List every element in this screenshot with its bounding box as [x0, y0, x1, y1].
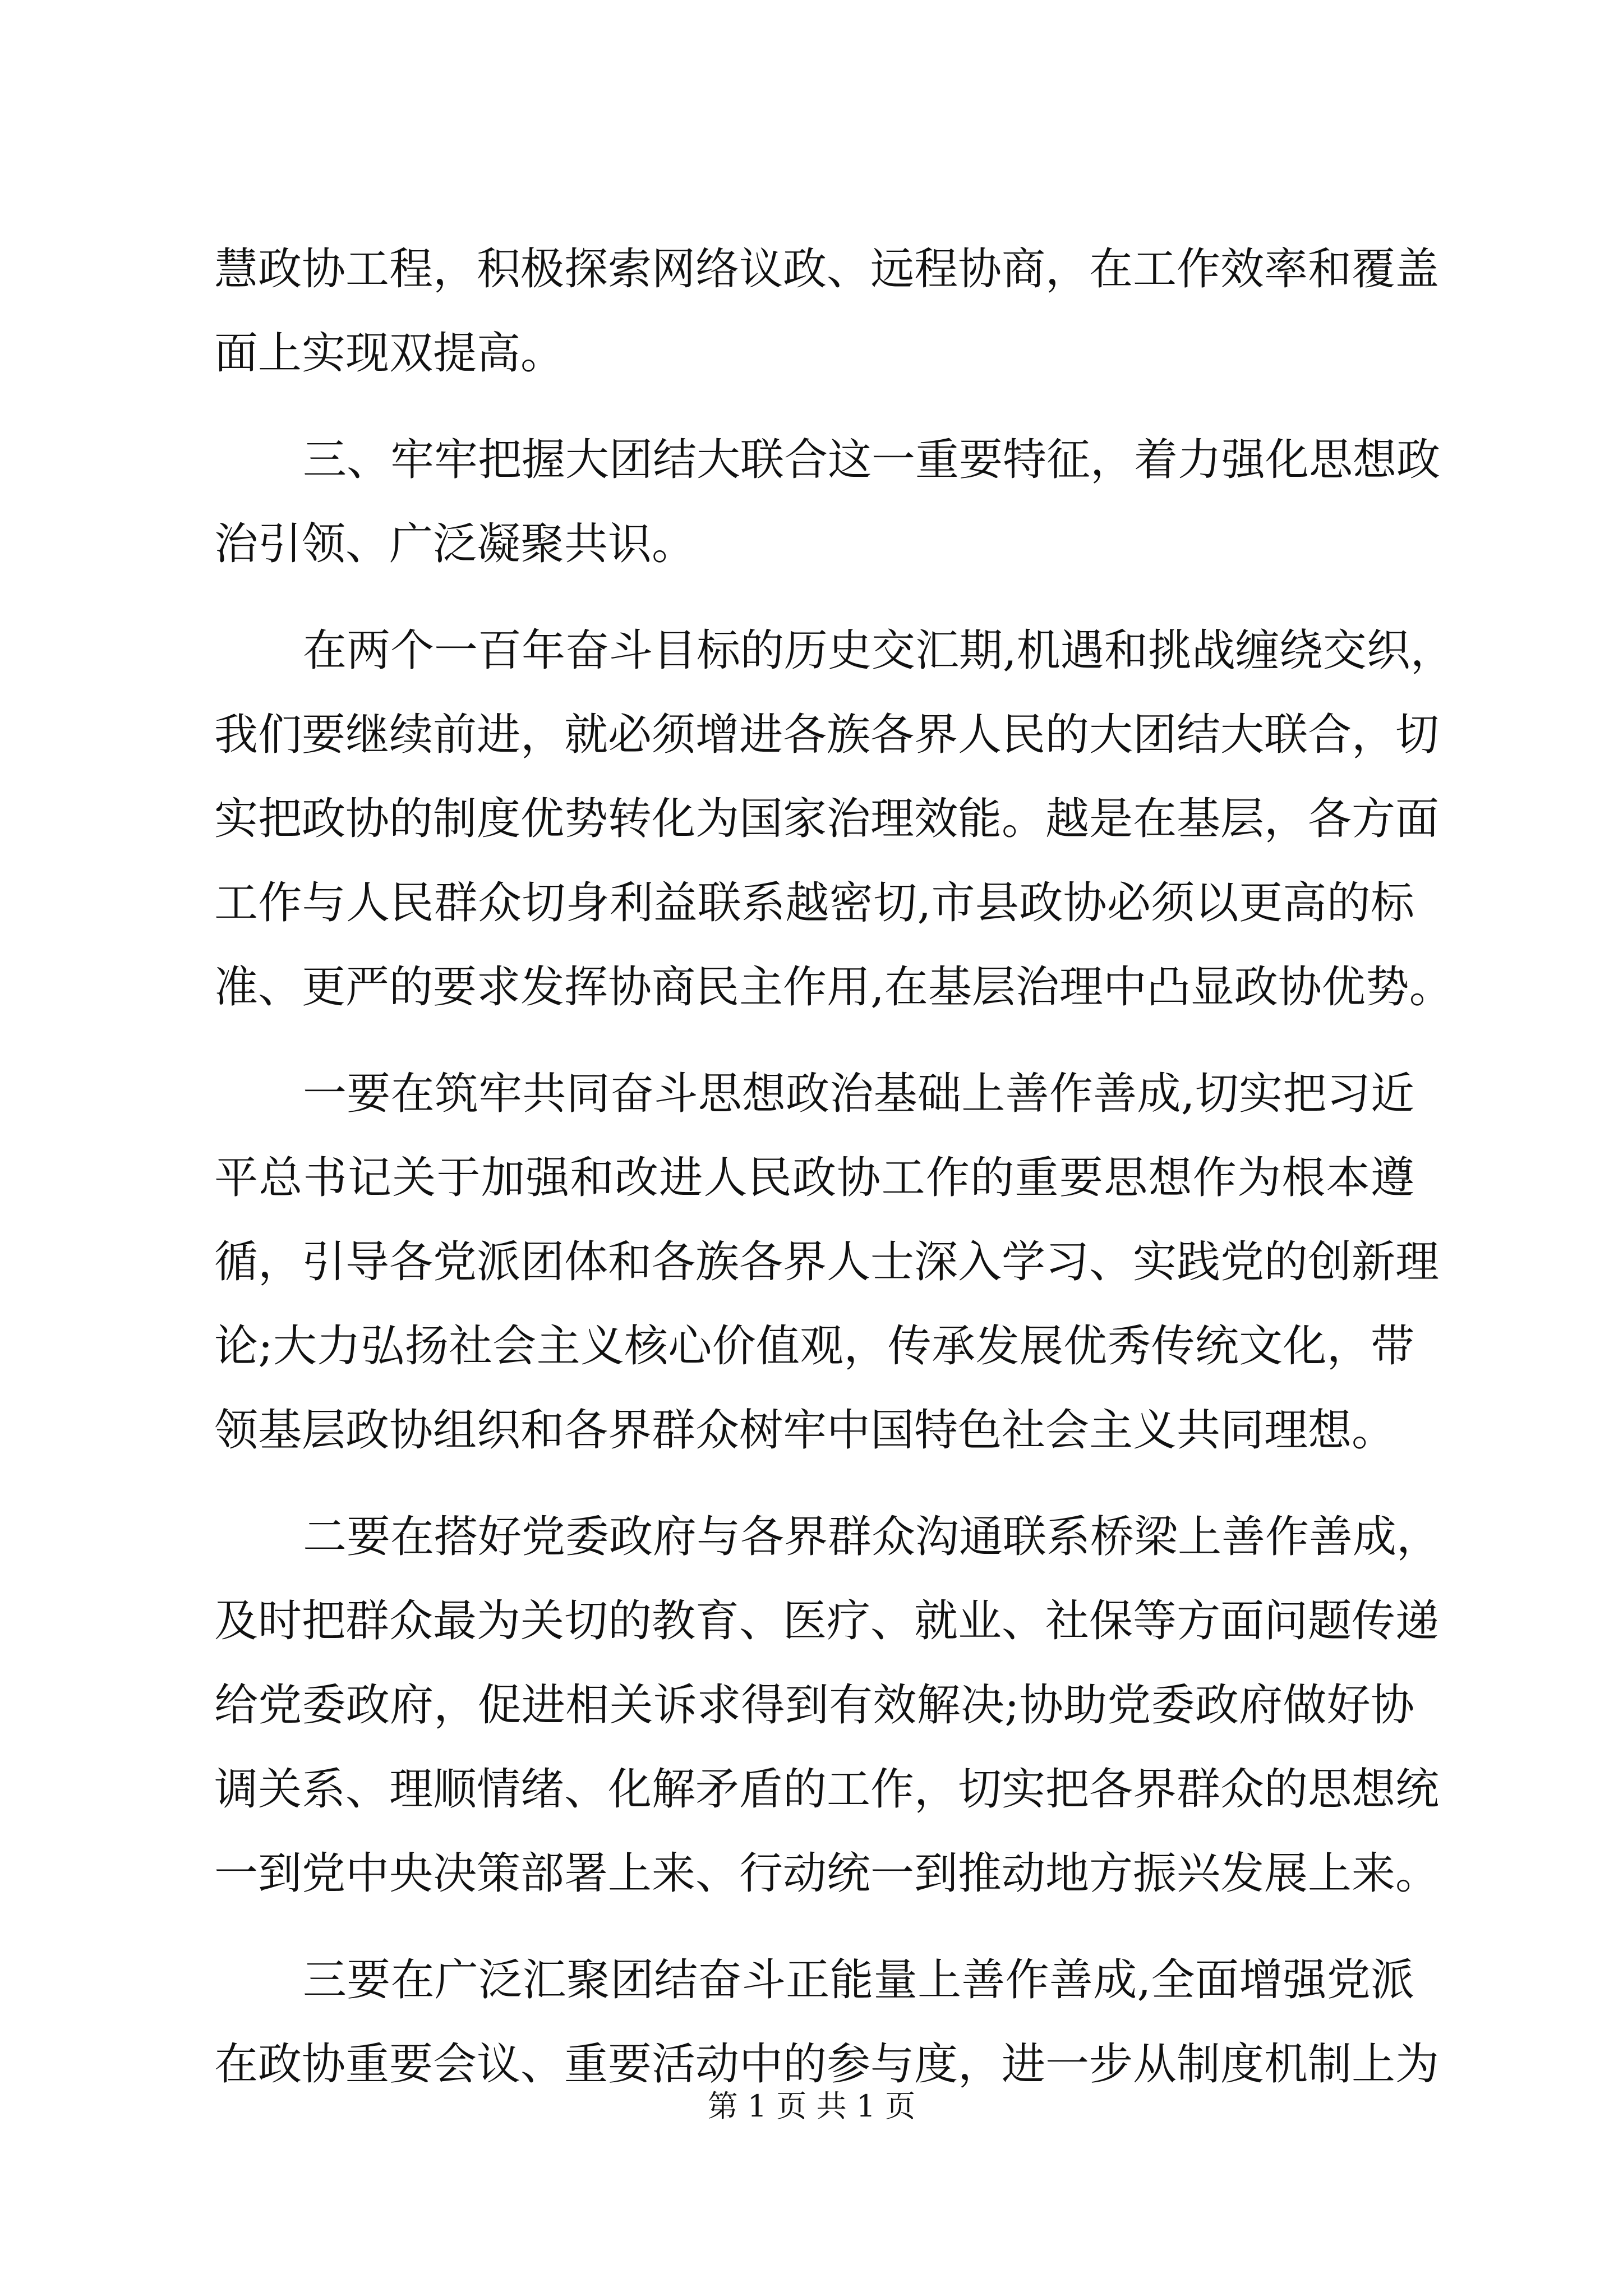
- text-line: 在两个一百年奋斗目标的历史交汇期,机遇和挑战缠绕交织，: [303, 625, 1454, 676]
- text-line: 三要在广泛汇聚团结奋斗正能量上善作善成,全面增强党派: [303, 1955, 1414, 2005]
- text-line: 面上实现双提高。: [214, 328, 565, 379]
- text-line: 及时把群众最为关切的教育、医疗、就业、社保等方面问题传递: [214, 1596, 1440, 1646]
- text-line: 调关系、理顺情绪、化解矛盾的工作，切实把各界群众的思想统: [214, 1764, 1440, 1815]
- page-footer: 第 1 页 共 1 页: [707, 2088, 916, 2124]
- text-line: 三、牢牢把握大团结大联合这一重要特征，着力强化思想政: [303, 435, 1441, 485]
- text-line: 一要在筑牢共同奋斗思想政治基础上善作善成,切实把习近: [303, 1069, 1414, 1119]
- text-line: 二要在搭好党委政府与各界群众沟通联系桥梁上善作善成，: [303, 1512, 1441, 1562]
- text-line: 实把政协的制度优势转化为国家治理效能。越是在基层，各方面: [214, 794, 1440, 844]
- text-line: 论;大力弘扬社会主义核心价值观，传承发展优秀传统文化，带: [214, 1321, 1414, 1372]
- text-line: 领基层政协组织和各界群众树牢中国特色社会主义共同理想。: [214, 1405, 1396, 1456]
- text-line: 慧政协工程，积极探索网络议政、远程协商，在工作效率和覆盖: [214, 244, 1440, 295]
- text-line: 工作与人民群众切身利益联系越密切,市县政协必须以更高的标: [214, 878, 1414, 928]
- text-line: 治引领、广泛凝聚共识。: [214, 519, 696, 569]
- text-line: 循，引导各党派团体和各族各界人士深入学习、实践党的创新理: [214, 1237, 1440, 1287]
- text-line: 平总书记关于加强和改进人民政协工作的重要思想作为根本遵: [214, 1153, 1414, 1203]
- text-line: 准、更严的要求发挥协商民主作用,在基层治理中凸显政协优势。: [214, 962, 1453, 1013]
- text-line: 在政协重要会议、重要活动中的参与度，进一步从制度机制上为: [214, 2039, 1440, 2090]
- text-line: 给党委政府，促进相关诉求得到有效解决;协助党委政府做好协: [214, 1680, 1414, 1731]
- text-line: 我们要继续前进，就必须增进各族各界人民的大团结大联合，切: [214, 710, 1440, 760]
- text-line: 一到党中央决策部署上来、行动统一到推动地方振兴发展上来。: [214, 1848, 1440, 1899]
